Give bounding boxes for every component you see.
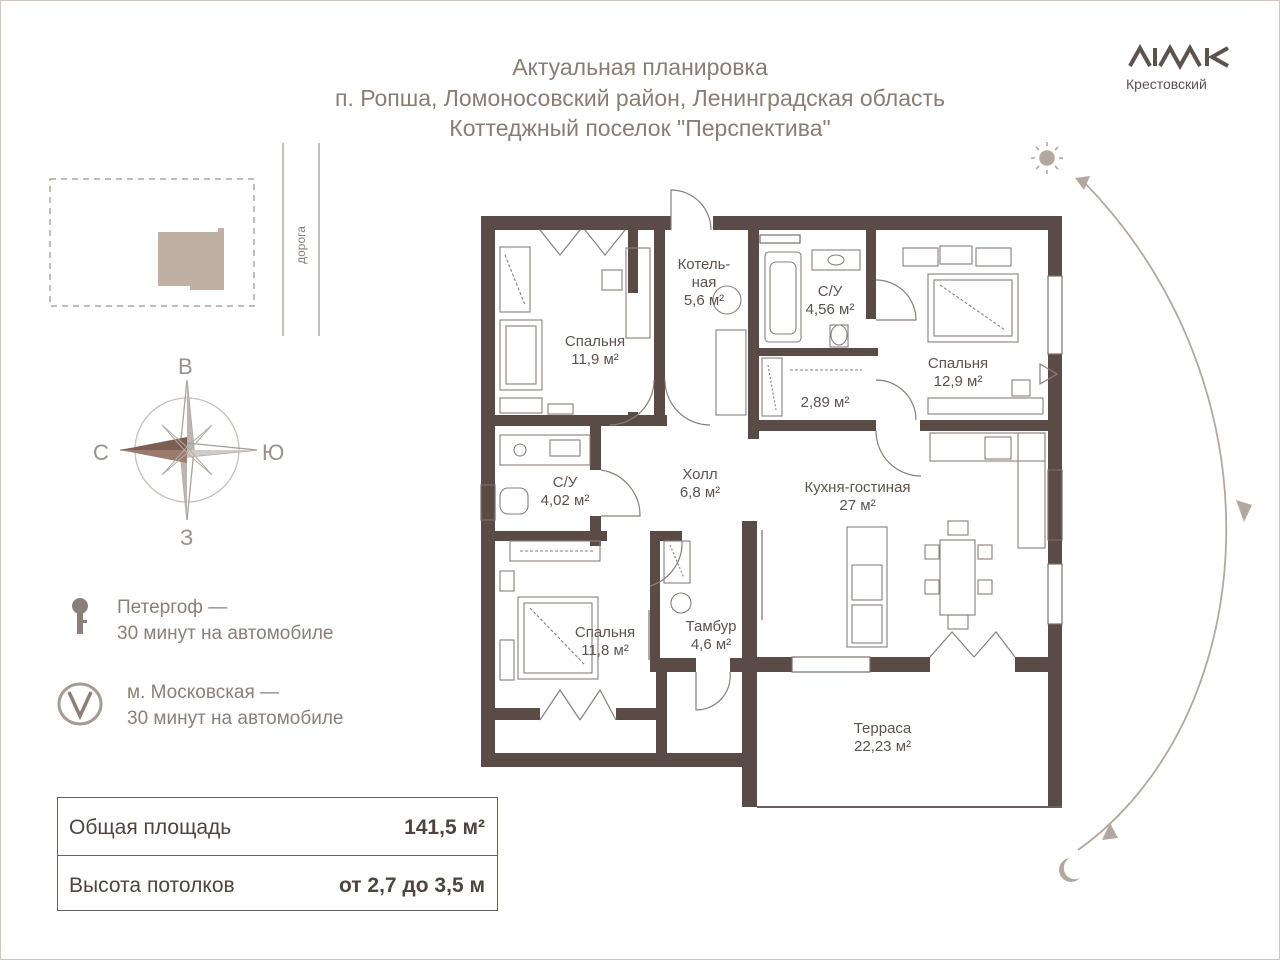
plan-title: Актуальная планировка — [512, 54, 768, 80]
room-closet: 2,89 м² — [800, 394, 850, 411]
road-label: дорога — [294, 226, 308, 264]
room-bathroom-1: С/У 4,56 м² — [805, 283, 855, 318]
poi-metro — [127, 680, 343, 732]
plan-village: Коттеджный поселок "Перспектива" — [449, 115, 831, 141]
metro-icon — [59, 684, 101, 724]
room-boiler: Котель- ная 5,6 м² — [677, 256, 731, 309]
compass-south: З — [180, 525, 194, 550]
house-footprint — [158, 228, 224, 290]
sun-path — [1075, 176, 1252, 850]
compass-north: В — [178, 354, 193, 379]
sun-icon — [1031, 142, 1063, 174]
total-area-value: 141,5 м² — [404, 816, 485, 839]
site-plan — [50, 143, 319, 336]
room-bathroom-2: С/У 4,02 м² — [540, 474, 590, 509]
poi-metro-time: 30 минут на автомобиле — [127, 708, 344, 729]
compass-west: С — [93, 440, 109, 465]
compass-east: Ю — [262, 440, 285, 465]
total-area-label: Общая площадь — [69, 816, 232, 839]
walls — [481, 216, 1062, 807]
stats-row-total — [58, 798, 497, 855]
room-kitchen-living: Кухня-гостиная 27 м² — [804, 479, 911, 514]
moon-icon — [1059, 858, 1080, 882]
poi-peterhof-time: 30 минут на автомобиле — [117, 623, 334, 644]
ceiling-height-label: Высота потолков — [69, 874, 235, 897]
room-bedroom-1: Спальня 11,9 м² — [564, 333, 626, 368]
poi-peterhof-name: Петергоф — — [117, 597, 228, 618]
stats-row-height — [58, 855, 497, 913]
logo-text: Крестовский — [1126, 76, 1207, 92]
poi-peterhof — [117, 595, 333, 647]
compass-rose-icon — [120, 380, 257, 520]
room-terrace: Терраса 22,23 м² — [853, 720, 912, 755]
room-hall: Холл 6,8 м² — [679, 466, 721, 501]
poi-metro-name: м. Московская — — [127, 682, 280, 703]
room-bedroom-2: Спальня 12,9 м² — [927, 355, 989, 390]
stats-table — [57, 797, 498, 911]
ceiling-height-value: от 2,7 до 3,5 м — [338, 874, 485, 897]
room-vestibule: Тамбур 4,6 м² — [685, 618, 737, 653]
plan-address: п. Ропша, Ломоносовский район, Ленинградская область — [334, 85, 946, 111]
furniture — [500, 246, 1045, 680]
location-pin-icon — [72, 598, 88, 634]
krestovsky-logo-icon — [1130, 48, 1228, 66]
room-bedroom-3: Спальня 11,8 м² — [574, 624, 636, 659]
